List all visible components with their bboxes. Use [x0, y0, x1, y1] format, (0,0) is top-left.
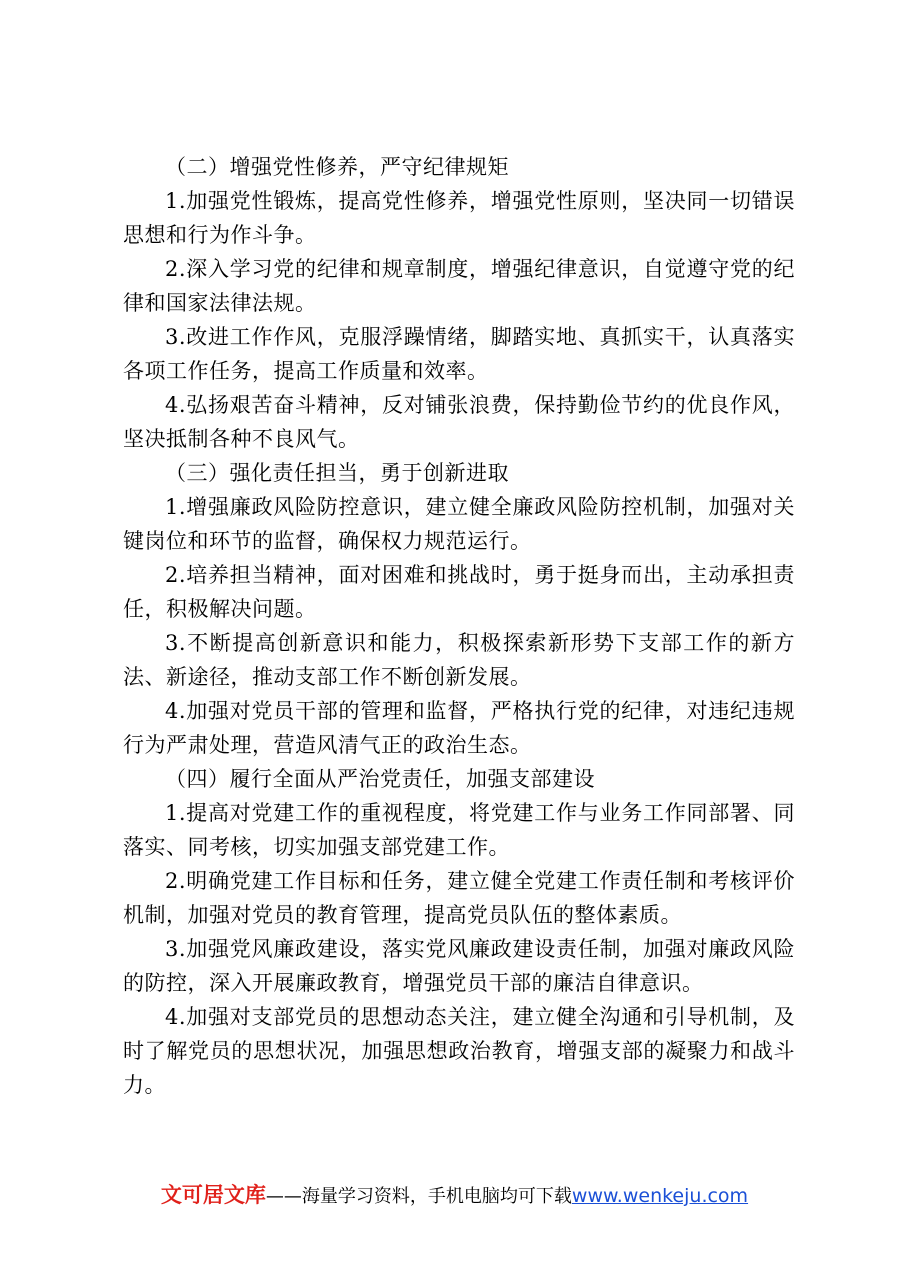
paragraph: 1.提高对党建工作的重视程度，将党建工作与业务工作同部署、同落实、同考核，切实加强支部党建工作。	[123, 801, 795, 859]
paragraph: 2.深入学习党的纪律和规章制度，增强纪律意识，自觉遵守党的纪律和国家法律法规。	[123, 257, 795, 315]
paragraph: 2.明确党建工作目标和任务，建立健全党建工作责任制和考核评价机制，加强对党员的教育管理，提高党员队伍的整体素质。	[123, 869, 795, 927]
paragraph: 3.不断提高创新意识和能力，积极探索新形势下支部工作的新方法、新途径，推动支部工作不断创新发展。	[123, 631, 795, 689]
section-heading: （二）增强党性修养，严守纪律规矩	[165, 155, 509, 179]
section-heading: （四）履行全面从严治党责任，加强支部建设	[165, 767, 595, 791]
paragraph: 2.培养担当精神，面对困难和挑战时，勇于挺身而出，主动承担责任，积极解决问题。	[123, 563, 795, 621]
section-heading: （三）强化责任担当，勇于创新进取	[165, 461, 509, 485]
paragraph: 1.增强廉政风险防控意识，建立健全廉政风险防控机制，加强对关键岗位和环节的监督，确保权力规范运行。	[123, 495, 795, 553]
section-4	[123, 762, 795, 1102]
paragraph: 4.加强对支部党员的思想动态关注，建立健全沟通和引导机制，及时了解党员的思想状况，加强思想政治教育，增强支部的凝聚力和战斗力。	[123, 1005, 795, 1097]
footer-banner	[0, 1182, 909, 1210]
footer-site-link[interactable]: www.wenkeju.com	[571, 1185, 749, 1207]
section-2	[123, 150, 795, 456]
paragraph: 3.加强党风廉政建设，落实党风廉政建设责任制，加强对廉政风险的防控，深入开展廉政教育，增强党员干部的廉洁自律意识。	[123, 937, 795, 995]
paragraph: 1.加强党性锻炼，提高党性修养，增强党性原则，坚决同一切错误思想和行为作斗争。	[123, 189, 795, 247]
document-body	[123, 150, 795, 1102]
paragraph: 4.弘扬艰苦奋斗精神，反对铺张浪费，保持勤俭节约的优良作风，坚决抵制各种不良风气。	[123, 393, 795, 451]
paragraph: 4.加强对党员干部的管理和监督，严格执行党的纪律，对违纪违规行为严肃处理，营造风清气正的政治生态。	[123, 699, 795, 757]
footer-slogan: ——海量学习资料，手机电脑均可下载	[265, 1186, 572, 1207]
paragraph: 3.改进工作作风，克服浮躁情绪，脚踏实地、真抓实干，认真落实各项工作任务，提高工作质量和效率。	[123, 325, 795, 383]
section-3	[123, 456, 795, 762]
footer-brand: 文可居文库	[160, 1183, 266, 1207]
